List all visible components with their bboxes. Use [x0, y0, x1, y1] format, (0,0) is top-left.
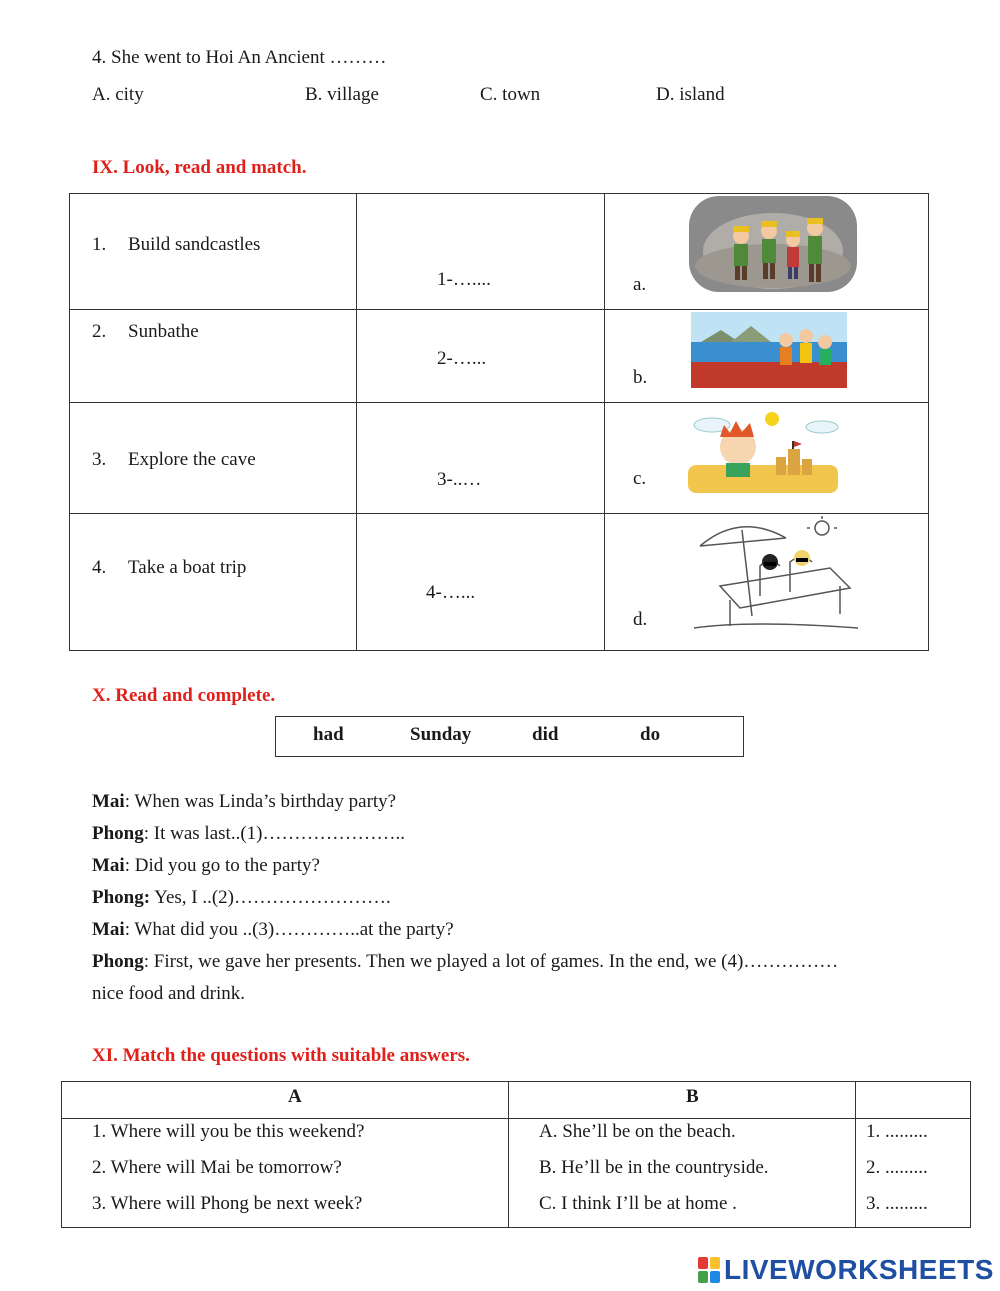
match-table: [69, 193, 929, 651]
question-item: 3. Where will Phong be next week?: [92, 1193, 363, 1214]
sandcastle-picture: [684, 407, 842, 495]
phrase-item: 2. Sunbathe: [92, 321, 199, 342]
answer-blank-4[interactable]: 4-…...: [426, 582, 476, 603]
match-blank-1[interactable]: 1. .........: [866, 1121, 928, 1142]
picture-label-b: b.: [633, 367, 648, 388]
word-bank-item: do: [640, 724, 661, 745]
word-bank: [275, 716, 744, 757]
phrase-item: 4. Take a boat trip: [92, 557, 247, 578]
dialogue-line[interactable]: Phong: It was last..(1)…………………..: [92, 823, 405, 844]
answer-blank-3[interactable]: 3-..…: [437, 469, 482, 490]
dialogue-line: Mai: When was Linda’s birthday party?: [92, 791, 397, 812]
question-item: 1. Where will you be this weekend?: [92, 1121, 365, 1142]
question-4-text: 4. She went to Hoi An Ancient ………: [92, 47, 387, 68]
dialogue-line[interactable]: Phong: Yes, I ..(2)…………………….: [92, 887, 391, 908]
picture-label-d: d.: [633, 609, 648, 630]
phrase-item: 1. Build sandcastles: [92, 234, 261, 255]
match-blank-3[interactable]: 3. .........: [866, 1193, 928, 1214]
column-a-header: A: [288, 1086, 302, 1107]
boat-trip-picture: [691, 312, 847, 388]
section-10-heading: X. Read and complete.: [92, 685, 276, 706]
picture-label-c: c.: [633, 468, 647, 489]
match-row-4: [69, 513, 929, 651]
option-b[interactable]: B. village: [305, 84, 379, 105]
sunbathing-picture: [690, 516, 862, 638]
column-b-header: B: [686, 1086, 699, 1107]
option-c[interactable]: C. town: [480, 84, 541, 105]
answer-blank-1[interactable]: 1-…....: [437, 269, 491, 290]
liveworksheets-logo[interactable]: [698, 1254, 994, 1286]
word-bank-item: Sunday: [410, 724, 472, 745]
option-d[interactable]: D. island: [656, 84, 725, 105]
answer-item: A. She’ll be on the beach.: [539, 1121, 736, 1142]
word-bank-item: did: [532, 724, 559, 745]
section-11-heading: XI. Match the questions with suitable answers.: [92, 1045, 470, 1066]
option-a[interactable]: A. city: [92, 84, 144, 105]
answer-item: C. I think I’ll be at home .: [539, 1193, 737, 1214]
phrase-item: 3. Explore the cave: [92, 449, 256, 470]
question-answer-table: [61, 1081, 971, 1228]
dialogue-line[interactable]: Phong: First, we gave her presents. Then we played a lot of games. In the end, we (4)……………: [92, 951, 839, 972]
cave-exploring-picture: [689, 196, 857, 292]
match-row-3: [69, 402, 929, 513]
answer-item: B. He’ll be in the countryside.: [539, 1157, 769, 1178]
dialogue-continuation: nice food and drink.: [92, 983, 246, 1004]
match-row-1: [69, 193, 929, 309]
picture-label-a: a.: [633, 274, 647, 295]
word-bank-item: had: [313, 724, 344, 745]
logo-text: LIVEWORKSHEETS: [724, 1254, 994, 1285]
dialogue-line: Mai: Did you go to the party?: [92, 855, 320, 876]
dialogue-line[interactable]: Mai: What did you ..(3)…………..at the party?: [92, 919, 454, 940]
question-item: 2. Where will Mai be tomorrow?: [92, 1157, 342, 1178]
section-9-heading: IX. Look, read and match.: [92, 157, 307, 178]
match-blank-2[interactable]: 2. .........: [866, 1157, 928, 1178]
answer-blank-2[interactable]: 2-…...: [437, 348, 487, 369]
match-row-2: [69, 309, 929, 402]
logo-grid-icon: [698, 1257, 720, 1283]
